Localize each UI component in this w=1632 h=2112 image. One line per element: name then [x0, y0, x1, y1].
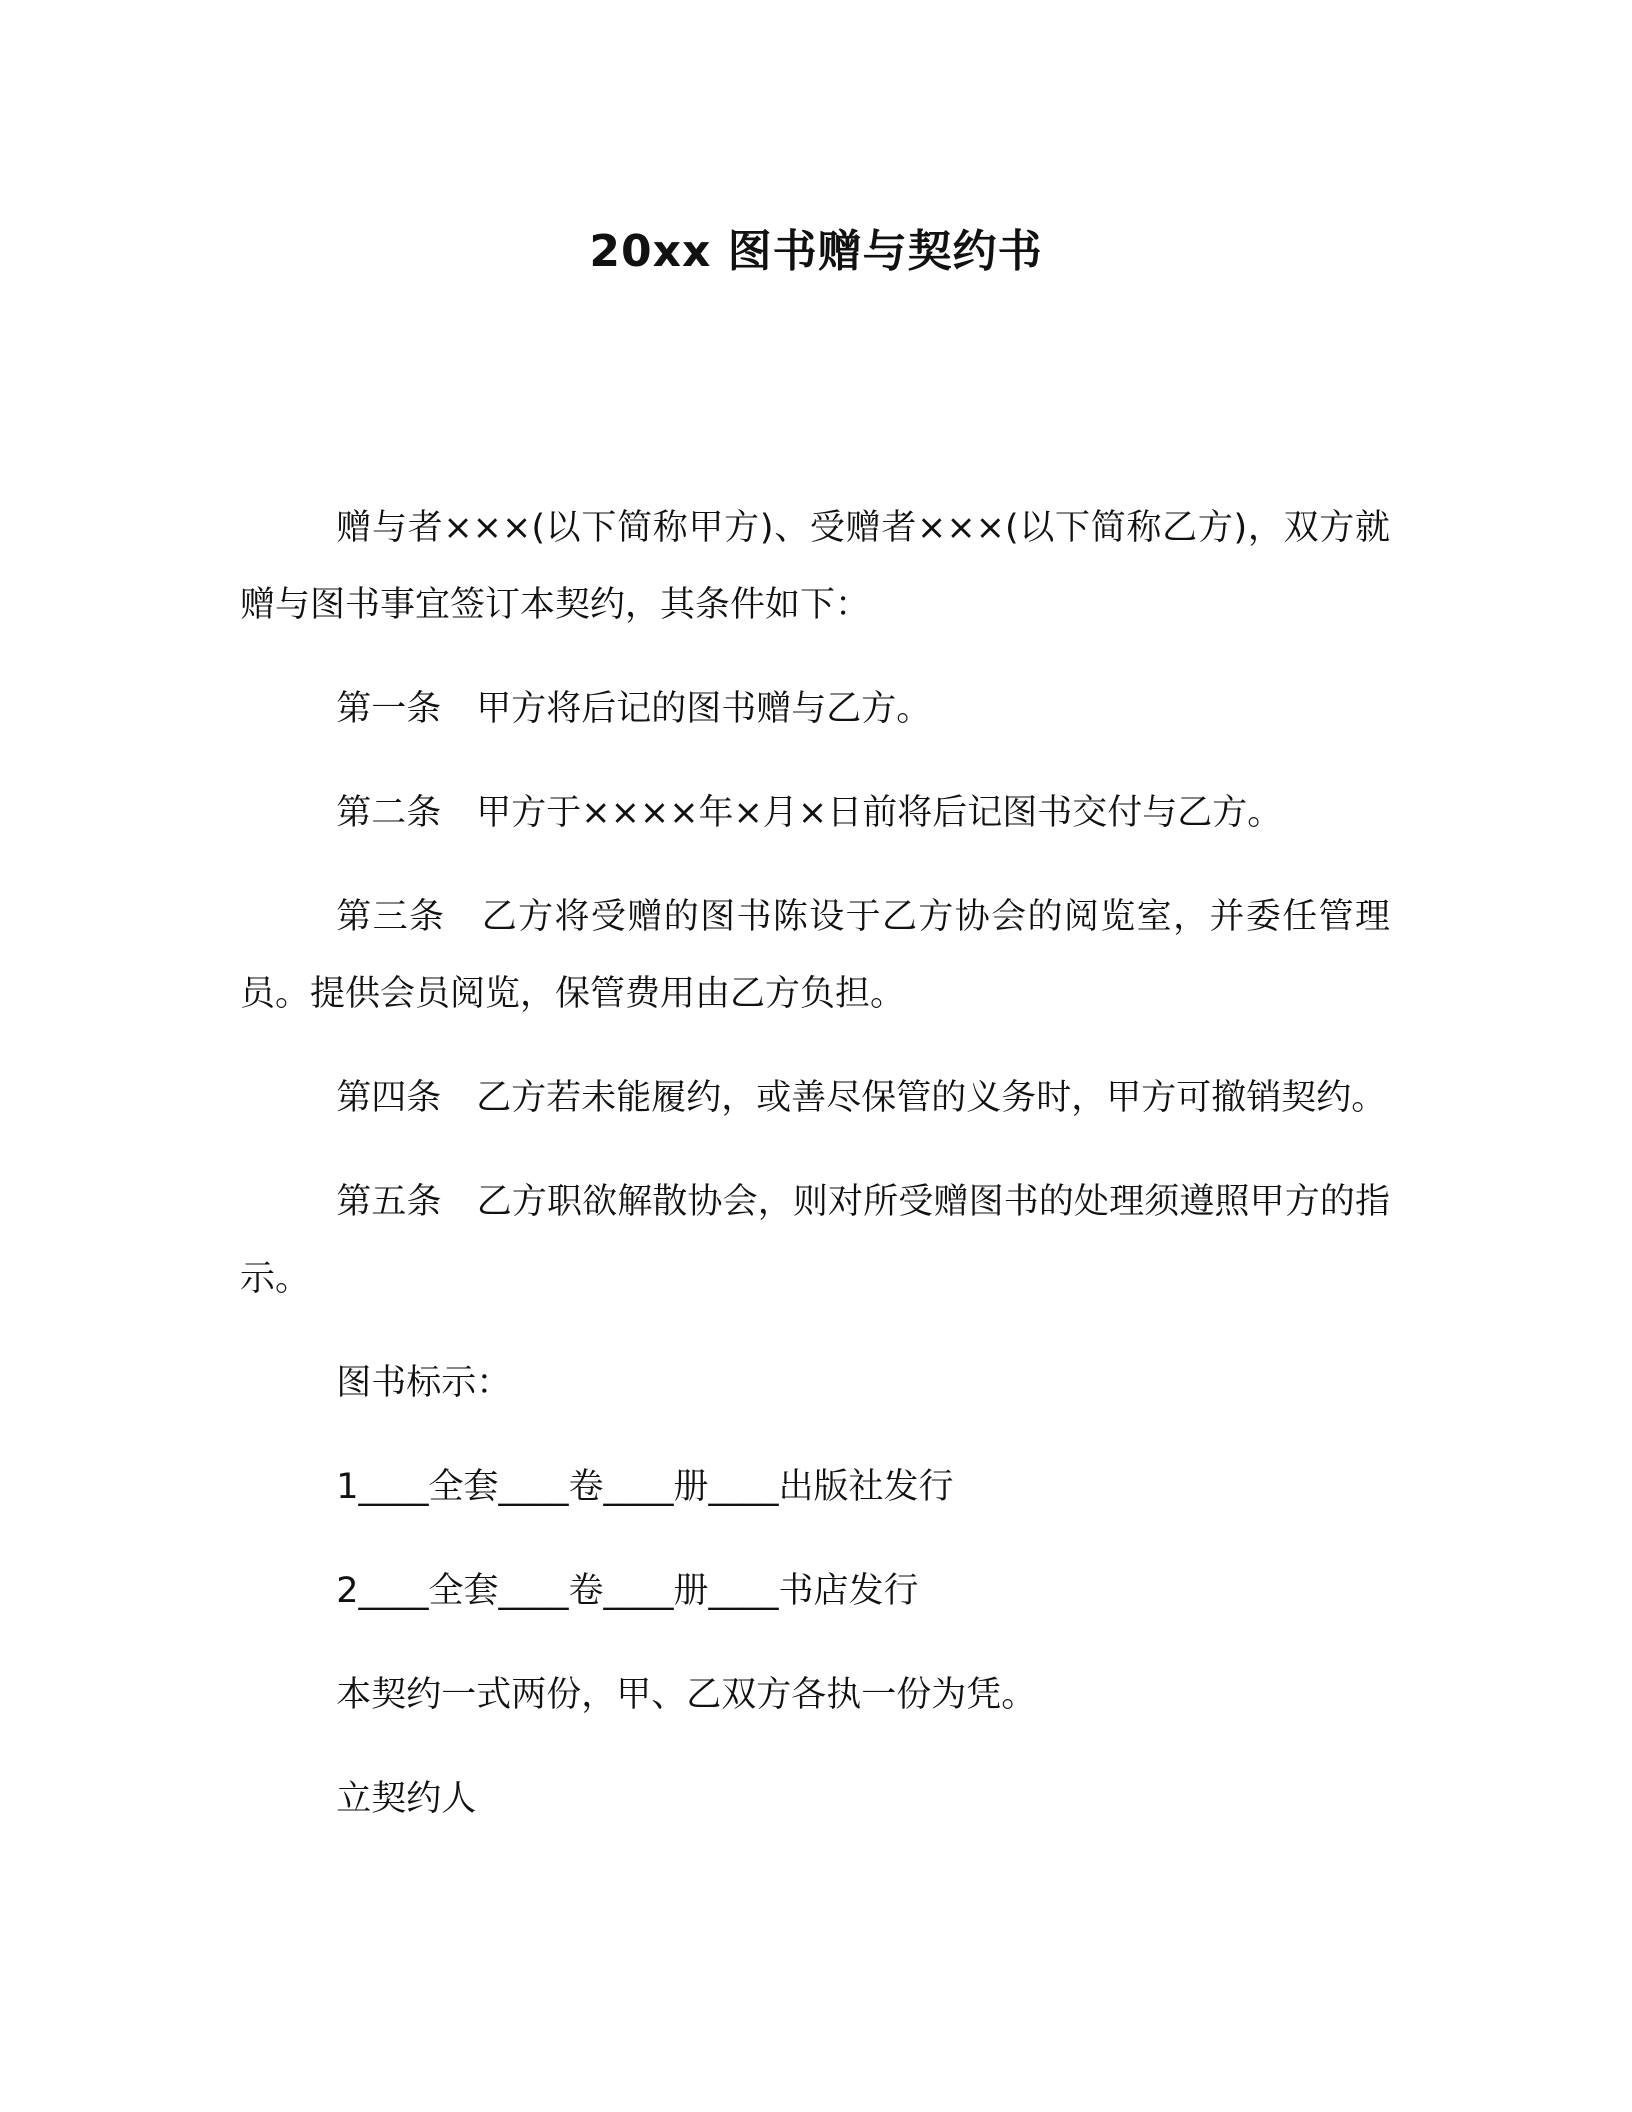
copies-statement: 本契约一式两份，甲、乙双方各执一份为凭。	[336, 1675, 1037, 1715]
document-title: 20xx 图书赠与契约书	[589, 226, 1043, 277]
intro-paragraph: 赠与者×××(以下简称甲方)、受赠者×××(以下简称乙方)，双方就赠与图书事宜签订本契约，其条件如下：	[240, 508, 1390, 625]
book-entry-2: 2____全套____卷____册____书店发行	[336, 1571, 919, 1611]
article-1: 第一条 甲方将后记的图书赠与乙方。	[336, 689, 932, 729]
book-list-heading: 图书标示：	[336, 1363, 512, 1403]
article-2: 第二条 甲方于××××年×月×日前将后记图书交付与乙方。	[336, 793, 1283, 833]
signatory-label: 立契约人	[336, 1779, 477, 1819]
article-3: 第三条 乙方将受赠的图书陈设于乙方协会的阅览室，并委任管理员。提供会员阅览，保管费用由乙方负担。	[240, 897, 1390, 1014]
book-entry-1: 1____全套____卷____册____出版社发行	[336, 1467, 954, 1507]
article-4: 第四条 乙方若未能履约，或善尽保管的义务时，甲方可撤销契约。	[336, 1078, 1387, 1118]
article-5: 第五条 乙方职欲解散协会，则对所受赠图书的处理须遵照甲方的指示。	[240, 1182, 1390, 1299]
document-body	[240, 490, 1390, 1865]
